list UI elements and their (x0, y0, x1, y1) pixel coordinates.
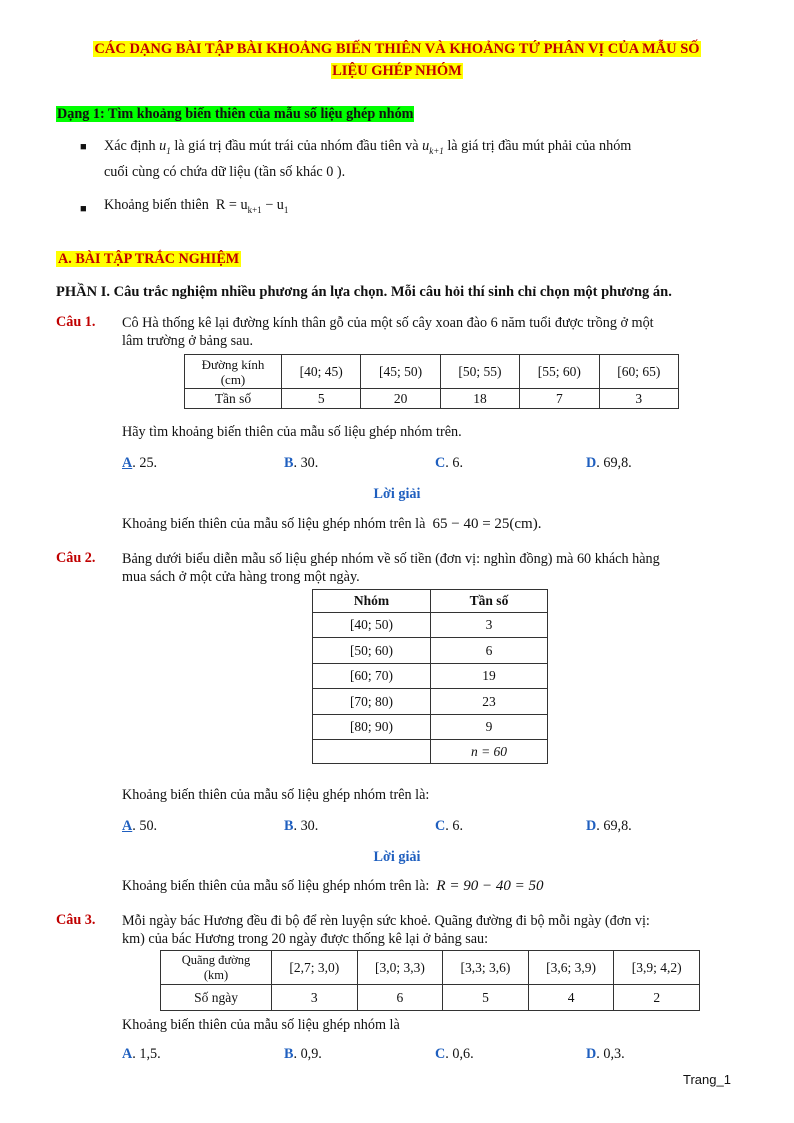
q2-solution-text: Khoảng biến thiên của mẫu số liệu ghép nhóm trên là: (122, 878, 430, 894)
q2-freq-cell: 9 (431, 715, 548, 740)
q2-option-d-letter: D (586, 818, 597, 834)
q2-solution-title: Lời giải (373, 849, 421, 865)
q3-days-cell: 4 (528, 985, 614, 1011)
q2-freq-cell: 23 (431, 689, 548, 715)
bullet1-var1: u (159, 138, 167, 154)
bullet2-text: Khoảng biến thiên (104, 197, 209, 213)
q2-table-row (313, 664, 548, 689)
q2-option-a-letter: A (122, 818, 133, 834)
q2-table-row (313, 689, 548, 715)
bullet1-text-a: Xác định (104, 138, 156, 154)
q2-option-b-letter: B (284, 818, 294, 834)
title-line-1: CÁC DẠNG BÀI TẬP BÀI KHOẢNG BIẾN THIÊN VÀ KHOẢNG TỨ PHÂN VỊ CỦA MẪU SỐ (94, 41, 700, 57)
q3-option-d-letter: D (586, 1046, 597, 1062)
q3-head-a: Quãng đường (181, 952, 251, 967)
q3-table-row-groups (161, 951, 700, 985)
section-a-text: A. BÀI TẬP TRẮC NGHIỆM (58, 251, 240, 267)
q2-table-row (313, 715, 548, 740)
q2-table-header-row (313, 590, 548, 613)
q2-solution (122, 878, 543, 895)
q2-text-line2: mua sách ở một cửa hàng trong một ngày. (122, 569, 360, 585)
q3-prompt: Khoảng biến thiên của mẫu số liệu ghép nhóm là (122, 1017, 400, 1033)
q1-table-row-freq (185, 389, 679, 409)
q2-table-row (313, 638, 548, 664)
document-title (56, 38, 738, 82)
q3-group-cell: [3,6; 3,9) (528, 951, 614, 985)
q3-days-cell: 3 (272, 985, 358, 1011)
q2-prompt: Khoảng biến thiên của mẫu số liệu ghép nhóm trên là: (122, 787, 430, 803)
q2-freq-cell: 3 (431, 613, 548, 638)
q3-group-cell: [3,3; 3,6) (443, 951, 529, 985)
q2-text (122, 550, 738, 586)
q1-head-b: (cm) (220, 371, 246, 387)
q3-option-a-text: . 1,5. (132, 1046, 161, 1062)
q1-group-cell: [55; 60) (520, 355, 599, 389)
q3-option-b-text: . 0,9. (293, 1046, 322, 1062)
q1-option-a-letter: A (122, 455, 133, 471)
q3-group-cell: [3,9; 4,2) (614, 951, 700, 985)
q3-text (122, 912, 738, 948)
q2-option-b-text: . 30. (293, 818, 319, 834)
q1-table (184, 354, 679, 409)
bullet-square-icon: ■ (80, 141, 87, 153)
q1-solution-text: Khoảng biến thiên của mẫu số liệu ghép nhóm trên là (122, 516, 426, 532)
q3-option-b-letter: B (284, 1046, 294, 1062)
range-formula-sub2: 1 (283, 204, 289, 215)
q3-table-head-days: Số ngày (161, 985, 272, 1011)
q3-text-line1: Mỗi ngày bác Hương đều đi bộ để rèn luyện sức khoẻ. Quãng đường đi bộ mỗi ngày (đơn vị: (122, 913, 650, 929)
bullet1-text-c: là giá trị đầu mút phải của nhóm (447, 138, 632, 154)
q3-option-b[interactable] (284, 1046, 322, 1063)
q1-table-head-diameter (185, 355, 282, 389)
range-formula (216, 197, 288, 213)
q3-table-row-days (161, 985, 700, 1011)
bullet1-text-b: là giá trị đầu mút trái của nhóm đầu tiên và (174, 138, 419, 154)
q3-text-line2: km) của bác Hương trong 20 ngày được thống kê lại ở bảng sau: (122, 931, 489, 947)
q3-option-c[interactable] (435, 1046, 474, 1063)
q1-option-c-letter: C (435, 455, 446, 471)
q1-freq-cell: 18 (440, 389, 519, 409)
q2-label: Câu 2. (56, 550, 96, 566)
q2-table-row (313, 613, 548, 638)
section-a-heading (56, 251, 241, 268)
bullet1-var1-sub: 1 (166, 145, 171, 156)
q3-days-cell: 6 (357, 985, 443, 1011)
q3-option-a-letter: A (122, 1046, 133, 1062)
q1-freq-cell: 3 (599, 389, 678, 409)
q2-table-total-row (313, 740, 548, 764)
range-formula-b: − u (261, 197, 284, 213)
q3-option-d[interactable] (586, 1046, 625, 1063)
q1-text-line1: Cô Hà thống kê lại đường kính thân gỗ của một số cây xoan đào 6 năm tuổi được trồng ở một (122, 315, 654, 331)
q1-option-d-text: . 69,8. (596, 455, 632, 471)
q3-group-cell: [2,7; 3,0) (272, 951, 358, 985)
q1-head-a: Đường kính (201, 356, 265, 372)
q1-option-c-text: . 6. (445, 455, 463, 471)
dang1-bullet-1 (104, 136, 738, 162)
q2-total-cell: n = 60 (431, 740, 548, 764)
q1-option-a-text: . 25. (132, 455, 158, 471)
q3-table-head-distance (161, 951, 272, 985)
q2-option-d[interactable] (586, 818, 632, 835)
q2-empty-cell (313, 740, 431, 764)
q3-option-c-text: . 0,6. (445, 1046, 474, 1062)
q3-head-b: (km) (203, 967, 229, 982)
q1-option-a[interactable] (122, 455, 157, 472)
q1-label: Câu 1. (56, 314, 96, 330)
q1-option-d[interactable] (586, 455, 632, 472)
q1-option-d-letter: D (586, 455, 597, 471)
q3-days-cell: 5 (443, 985, 529, 1011)
q2-option-a-text: . 50. (132, 818, 158, 834)
q1-text (122, 314, 738, 350)
q1-option-b-text: . 30. (293, 455, 319, 471)
q2-freq-cell: 6 (431, 638, 548, 664)
q1-group-cell: [45; 50) (361, 355, 440, 389)
q3-option-d-text: . 0,3. (596, 1046, 625, 1062)
q3-option-a[interactable] (122, 1046, 161, 1063)
q1-option-b[interactable] (284, 455, 318, 472)
q1-group-cell: [50; 55) (440, 355, 519, 389)
q1-group-cell: [60; 65) (599, 355, 678, 389)
q2-group-cell: [80; 90) (313, 715, 431, 740)
q1-table-head-freq: Tần số (185, 389, 282, 409)
q2-group-cell: [40; 50) (313, 613, 431, 638)
bullet1-var2: u (422, 138, 430, 154)
q1-group-cell: [40; 45) (282, 355, 361, 389)
q2-option-d-text: . 69,8. (596, 818, 632, 834)
q3-table (160, 950, 700, 1011)
dang1-bullet-2 (104, 197, 288, 215)
q1-solution-formula: 65 − 40 = 25(cm). (432, 516, 542, 532)
q2-group-cell: [70; 80) (313, 689, 431, 715)
q1-solution-title: Lời giải (373, 486, 421, 502)
q3-days-cell: 2 (614, 985, 700, 1011)
q2-head-group: Nhóm (313, 590, 431, 613)
q1-option-b-letter: B (284, 455, 294, 471)
q2-text-line1: Bảng dưới biểu diễn mẫu số liệu ghép nhóm về số tiền (đơn vị: nghìn đồng) mà 60 khách hàng (122, 551, 660, 567)
range-formula-a: R = u (215, 197, 248, 213)
q2-group-cell: [50; 60) (313, 638, 431, 664)
dang1-heading (56, 106, 414, 123)
q2-group-cell: [60; 70) (313, 664, 431, 689)
q1-solution (122, 516, 541, 533)
bullet-square-icon: ■ (80, 203, 87, 215)
q2-option-b[interactable] (284, 818, 318, 835)
q3-group-cell: [3,0; 3,3) (357, 951, 443, 985)
part1-instruction: PHẦN I. Câu trắc nghiệm nhiều phương án lựa chọn. Mỗi câu hỏi thí sinh chỉ chọn một phương án. (56, 284, 672, 300)
dang1-bullet-1-line2: cuối cùng có chứa dữ liệu (tần số khác 0 ). (104, 164, 346, 180)
range-formula-sub1: k+1 (247, 204, 262, 215)
q2-freq-cell: 19 (431, 664, 548, 689)
dang1-heading-text: Dạng 1: Tìm khoảng biến thiên của mẫu số liệu ghép nhóm (57, 106, 414, 122)
q2-head-freq: Tần số (431, 590, 548, 613)
q3-label: Câu 3. (56, 912, 96, 928)
q1-text-line2: lâm trường ở bảng sau. (122, 333, 254, 349)
q1-freq-cell: 7 (520, 389, 599, 409)
q1-prompt: Hãy tìm khoảng biến thiên của mẫu số liệu ghép nhóm trên. (122, 424, 462, 440)
q1-option-c[interactable] (435, 455, 463, 472)
q3-option-c-letter: C (435, 1046, 446, 1062)
title-line-2: LIỆU GHÉP NHÓM (332, 63, 462, 79)
q2-option-c[interactable] (435, 818, 463, 835)
q1-freq-cell: 5 (282, 389, 361, 409)
bullet1-var2-sub: k+1 (429, 145, 444, 156)
page-number: Trang_1 (683, 1072, 731, 1087)
q2-option-a[interactable] (122, 818, 157, 835)
q2-option-c-letter: C (435, 818, 446, 834)
q2-option-c-text: . 6. (445, 818, 463, 834)
q2-table (312, 589, 548, 764)
q1-freq-cell: 20 (361, 389, 440, 409)
q2-solution-formula: R = 90 − 40 = 50 (436, 878, 544, 894)
q1-table-row-groups (185, 355, 679, 389)
